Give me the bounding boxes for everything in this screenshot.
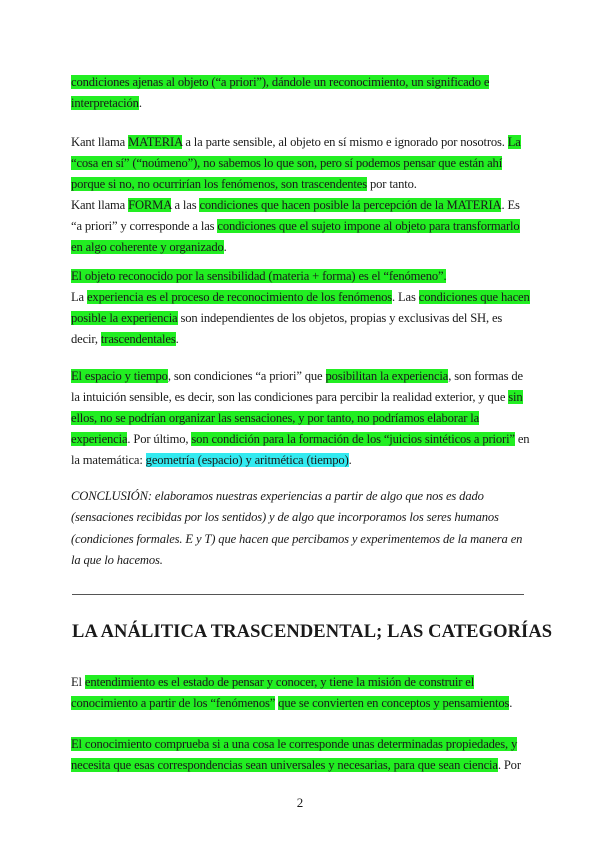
text: , son condiciones “a priori” que	[167, 369, 326, 383]
highlight: condiciones que el sujeto impone al objeto para transformarlo en algo coherente y organizado	[71, 219, 520, 254]
page-number: 2	[296, 795, 304, 810]
text: . Es “a priori” y corresponde a las	[71, 198, 520, 233]
highlight: entendimiento es el estado de pensar y conocer, y tiene la misión de construir el conocimiento a partir de los “fenómenos”	[71, 675, 475, 710]
text: , son formas de la intuición sensible, es decir, son las condiciones para percibir la realidad exterior, y que	[71, 369, 523, 404]
paragraph-intro	[71, 72, 531, 114]
highlight: condiciones que hacen posible la experiencia	[71, 290, 530, 325]
highlight: condiciones que hacen posible la percepción de la MATERIA	[199, 198, 502, 212]
paragraph-fenomeno	[71, 266, 531, 350]
text: .	[509, 696, 513, 710]
highlight: trascendentales	[100, 332, 176, 346]
text: .	[223, 240, 227, 254]
text: por tanto.	[366, 177, 417, 191]
text: en la matemática:	[71, 432, 530, 467]
paragraph-espacio-tiempo	[71, 366, 531, 471]
highlight: experiencia es el proceso de reconocimiento de los fenómenos	[86, 290, 393, 304]
highlight: MATERIA	[128, 135, 183, 149]
text: . Por	[497, 758, 521, 772]
conclusion-paragraph: CONCLUSIÓN: elaboramos nuestras experiencias a partir de algo que nos es dado (sensaciones recibidas por los sentidos) y de algo que incorporamos los seres humanos (condiciones formales. E y T) que hacen que percibamos y experimentemos de la manera en la que lo hacemos.	[71, 489, 523, 567]
text: a la parte sensible, al objeto en sí mismo e ignorado por nosotros.	[182, 135, 508, 149]
text: son independientes de los objetos, propias y exclusivas del SH, es decir,	[71, 311, 503, 346]
text: . Por último,	[127, 432, 192, 446]
highlight: posibilitan la experiencia	[325, 369, 449, 383]
horizontal-divider	[72, 594, 524, 595]
paragraph-conocimiento	[71, 734, 531, 776]
text: La	[71, 290, 87, 304]
text: a las	[171, 198, 200, 212]
text: .	[175, 332, 179, 346]
highlight: dándole un reconocimiento, un significado e interpretación	[71, 75, 490, 110]
highlight: son condición para la formación de los “juicios sintéticos a priori”	[191, 432, 515, 446]
text: .	[138, 96, 142, 110]
paragraph-materia	[71, 132, 531, 258]
highlight: FORMA	[128, 198, 172, 212]
text: Kant llama	[71, 135, 129, 149]
highlight: El conocimiento comprueba si a una cosa le corresponde unas determinadas propiedades, y necesita que esas correspondencias sean universales y necesarias, para que sean ciencia	[71, 737, 518, 772]
section-heading: LA ANÁLITICA TRASCENDENTAL; LAS CATEGORÍAS	[72, 622, 553, 642]
highlight-cyan: geometría (espacio) y aritmética (tiempo)	[145, 453, 349, 467]
highlight: La “cosa en sí” (“noúmeno”), no sabemos lo que son, pero sí podemos pensar que están ahí porque si no, no ocurrirían los fenómenos, son trascendentes	[71, 135, 521, 191]
text: El	[71, 675, 85, 689]
highlight: El espacio y tiempo	[71, 369, 168, 383]
text: .	[348, 453, 352, 467]
highlight: El objeto reconocido por la sensibilidad (materia + forma) es el “fenómeno”.	[71, 269, 447, 283]
highlight: sin ellos, no se podrían organizar las sensaciones, y por tanto, no podríamos elaborar la experiencia	[71, 390, 523, 446]
text: Kant llama	[71, 198, 129, 212]
paragraph-entendimiento	[71, 672, 531, 714]
highlight: que se convierten en conceptos y pensamientos	[278, 696, 510, 710]
highlight: condiciones ajenas al objeto (“a priori”),	[71, 75, 272, 89]
text: . Las	[392, 290, 419, 304]
